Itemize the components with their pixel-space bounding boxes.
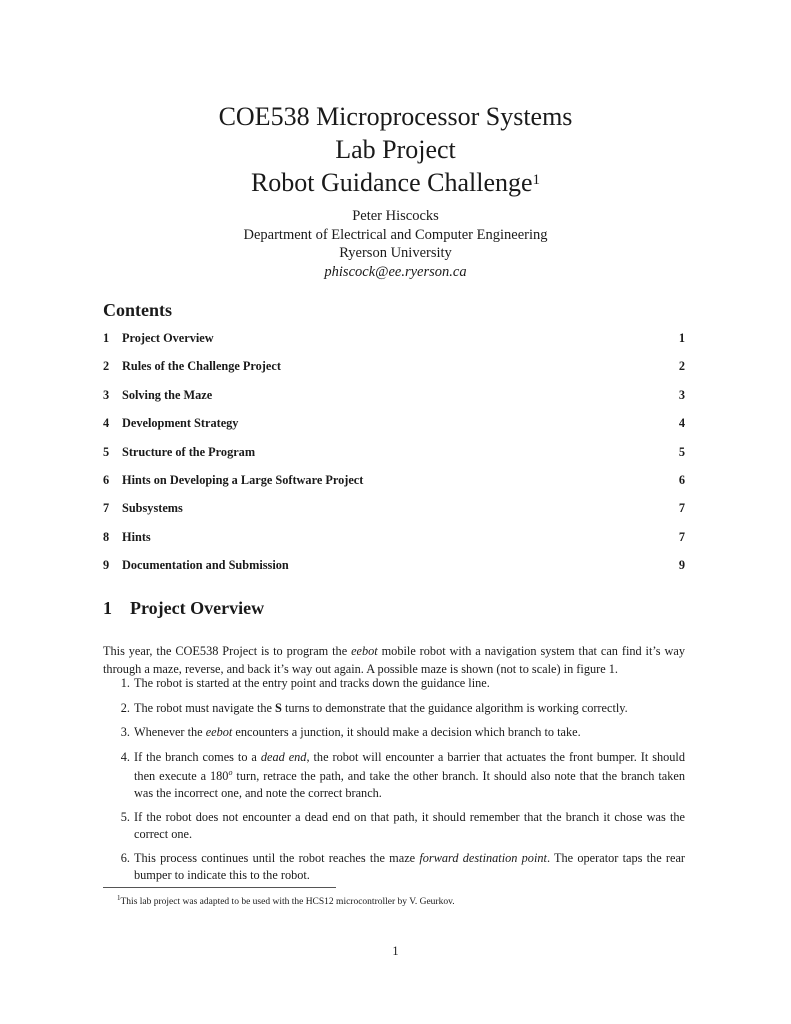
toc-entry-title: Structure of the Program xyxy=(122,444,256,459)
toc-entry-title: Subsystems xyxy=(122,501,183,516)
intro-eebot-term: eebot xyxy=(351,644,378,659)
toc-entry-title: Development Strategy xyxy=(122,416,239,431)
list-item-number: 2. xyxy=(120,700,130,715)
toc-entry-8[interactable] xyxy=(103,530,685,558)
list-item xyxy=(103,700,685,717)
list-item-text-a: Whenever the xyxy=(134,725,206,739)
list-item xyxy=(103,809,685,842)
toc-entry-title: Rules of the Challenge Project xyxy=(122,359,281,374)
challenge-title xyxy=(0,166,791,199)
toc-entry-page: 4 xyxy=(678,416,685,431)
list-item-text-a: This process continues until the robot reaches the maze xyxy=(134,851,420,866)
page-number: 1 xyxy=(392,944,399,958)
intro-text-b: mobile robot with a navigation system that can find it’s way through a maze, reverse, and back it’s way out again. A possible maze is shown (not to scale) in figure 1. xyxy=(103,644,685,677)
footnote-marker: 1 xyxy=(117,894,121,902)
toc-entry-number: 6 xyxy=(103,472,110,487)
author-department: Department of Electrical and Computer Engineering xyxy=(243,226,548,243)
list-item-number: 4. xyxy=(120,749,130,764)
list-item xyxy=(103,850,685,883)
degree-superscript: o xyxy=(228,768,233,777)
toc-entry-number: 1 xyxy=(103,331,110,345)
list-item-eebot-term: eebot xyxy=(205,725,233,739)
challenge-title-text: Robot Guidance Challenge xyxy=(250,168,533,197)
list-item xyxy=(103,675,685,692)
toc-entry-page: 2 xyxy=(678,359,685,374)
list-item-text-a: The robot must navigate the xyxy=(134,700,276,715)
table-of-contents xyxy=(103,331,685,587)
toc-entry-number: 8 xyxy=(103,529,110,544)
author-name: Peter Hiscocks xyxy=(352,208,439,224)
title-footnote-marker[interactable]: 1 xyxy=(532,172,541,188)
toc-entry-title: Project Overview xyxy=(122,331,214,345)
toc-entry-number: 9 xyxy=(103,558,110,573)
list-item-text: If the robot does not encounter a dead end on that path, it should remember that the branch it chose was the correct one. xyxy=(134,810,685,841)
contents-heading: Contents xyxy=(103,300,173,320)
toc-entry-number: 7 xyxy=(103,501,110,516)
author-block xyxy=(0,207,791,281)
toc-entry-4[interactable] xyxy=(103,416,685,444)
list-item-number: 1. xyxy=(120,676,130,690)
list-item-text: The robot is started at the entry point and tracks down the guidance line. xyxy=(134,676,490,690)
toc-entry-page: 7 xyxy=(678,501,685,516)
toc-entry-page: 5 xyxy=(678,444,685,459)
list-item-text-c: encounters a junction, it should make a decision which branch to take. xyxy=(232,725,581,739)
list-item-destination-term: forward destination point xyxy=(419,851,547,866)
toc-entry-number: 3 xyxy=(103,387,110,402)
intro-paragraph xyxy=(103,642,685,678)
section-heading xyxy=(103,598,264,619)
toc-entry-number: 5 xyxy=(103,444,110,459)
toc-entry-page: 3 xyxy=(678,387,685,402)
list-item-text-a: If the branch comes to a xyxy=(134,749,261,764)
list-item-text-c: turns to demonstrate that the guidance algorithm is working correctly. xyxy=(281,700,628,715)
list-item xyxy=(103,749,685,802)
list-item-text-c: , the robot will encounter a barrier that actuates the front bumper. It should then execute a 180 xyxy=(134,749,685,784)
project-title: Lab Project xyxy=(335,135,456,164)
footnote xyxy=(117,892,455,908)
intro-text-a: This year, the COE538 Project is to program the xyxy=(103,644,352,659)
toc-entry-6[interactable] xyxy=(103,473,685,501)
course-title: COE538 Microprocessor Systems xyxy=(218,102,573,131)
toc-entry-page: 1 xyxy=(678,331,685,345)
toc-entry-2[interactable] xyxy=(103,359,685,387)
toc-entry-5[interactable] xyxy=(103,445,685,473)
section-title: Project Overview xyxy=(130,598,265,618)
footnote-text: This lab project was adapted to be used with the HCS12 microcontroller by V. Geurkov. xyxy=(120,897,455,908)
list-item-text-d: turn, retrace the path, and take the other branch. It should also note that the branch taken was the incorrect one, and note the correct branch. xyxy=(134,769,686,800)
list-item-number: 3. xyxy=(120,725,130,739)
toc-entry-1[interactable] xyxy=(103,331,685,359)
list-item xyxy=(103,724,685,741)
list-item-dead-end-term: dead end xyxy=(260,749,307,764)
procedure-list xyxy=(103,675,685,891)
toc-entry-title: Documentation and Submission xyxy=(122,558,289,573)
toc-entry-title: Solving the Maze xyxy=(122,387,213,402)
list-item-number: 6. xyxy=(120,851,130,866)
footnote-divider xyxy=(103,887,336,888)
toc-entry-number: 2 xyxy=(103,359,110,374)
toc-entry-9[interactable] xyxy=(103,558,685,586)
toc-entry-3[interactable] xyxy=(103,388,685,416)
list-item-text-c: . The operator taps the rear bumper to indicate this to the robot. xyxy=(134,851,685,882)
author-email[interactable]: phiscock@ee.ryerson.ca xyxy=(324,263,467,280)
toc-entry-page: 6 xyxy=(678,472,685,487)
section-number: 1 xyxy=(103,598,112,618)
toc-entry-page: 9 xyxy=(678,558,685,573)
author-university: Ryerson University xyxy=(339,245,452,261)
list-item-s-term: S xyxy=(275,700,282,715)
toc-entry-number: 4 xyxy=(103,416,110,431)
toc-entry-page: 7 xyxy=(678,529,685,544)
toc-entry-7[interactable] xyxy=(103,501,685,529)
list-item-number: 5. xyxy=(120,810,130,825)
toc-entry-title: Hints xyxy=(122,529,151,544)
toc-entry-title: Hints on Developing a Large Software Project xyxy=(122,472,364,487)
title-block xyxy=(0,100,791,281)
